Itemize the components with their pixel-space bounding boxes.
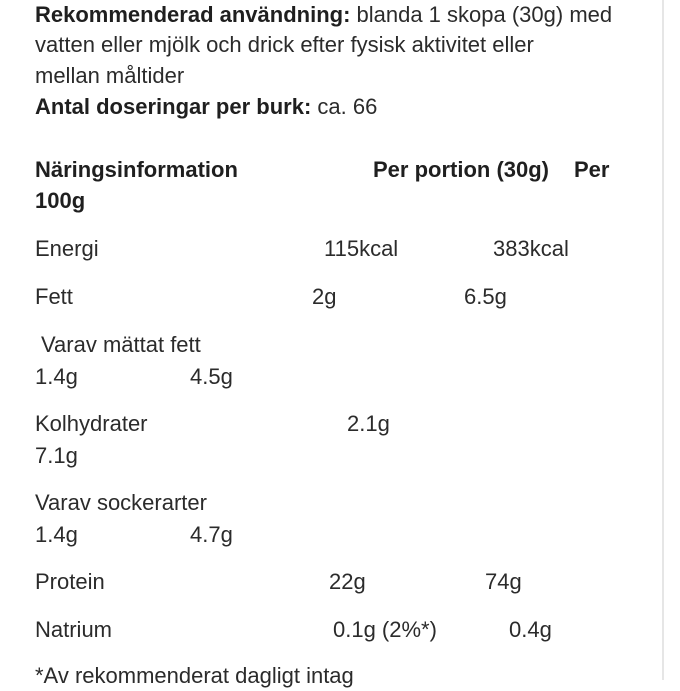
usage-line-1: [35, 0, 612, 30]
nutrient-per100-sugars: 4.7g: [190, 522, 233, 547]
usage-text-1: blanda 1 skopa (30g) med: [350, 2, 613, 27]
nutrient-portion-energy: 115kcal: [324, 236, 399, 261]
usage-label: Rekommenderad användning:: [35, 2, 351, 27]
nutrition-footnote: *Av rekommenderat dagligt intag: [35, 663, 354, 688]
nutrient-portion-sodium: 0.1g (2%*): [333, 617, 437, 642]
servings-line: [35, 92, 377, 122]
nutrient-name-sugars: Varav sockerarter: [35, 490, 207, 515]
nutrition-header-per100-unit: 100g: [35, 188, 86, 213]
nutrient-portion-sugars: 1.4g: [35, 522, 78, 547]
nutrient-portion-saturated-fat: 1.4g: [35, 364, 78, 389]
servings-value: ca. 66: [311, 94, 378, 119]
nutrient-per100-fat: 6.5g: [464, 284, 507, 309]
nutrition-header-portion: Per portion (30g): [373, 157, 550, 182]
nutrient-name-carbohydrates: Kolhydrater: [35, 411, 148, 436]
right-border-line: [662, 0, 664, 680]
nutrient-per100-sodium: 0.4g: [509, 617, 552, 642]
usage-line-2: vatten eller mjölk och drick efter fysisk aktivitet eller: [35, 32, 534, 57]
nutrient-name-fat: Fett: [35, 284, 73, 309]
nutrition-header-name: Näringsinformation: [35, 157, 238, 182]
usage-line-3: mellan måltider: [35, 63, 185, 88]
nutrient-portion-fat: 2g: [312, 284, 337, 309]
nutrient-name-sodium: Natrium: [35, 617, 113, 642]
nutrient-per100-saturated-fat: 4.5g: [190, 364, 233, 389]
nutrient-name-energy: Energi: [35, 236, 99, 261]
nutrient-per100-protein: 74g: [485, 569, 522, 594]
nutrient-name-saturated-fat: Varav mättat fett: [41, 332, 201, 357]
nutrient-per100-carbohydrates: 7.1g: [35, 443, 78, 468]
nutrition-header-per100: Per: [574, 157, 610, 182]
nutrient-portion-carbohydrates: 2.1g: [347, 411, 390, 436]
servings-label: Antal doseringar per burk:: [35, 94, 312, 119]
nutrient-name-protein: Protein: [35, 569, 105, 594]
nutrient-per100-energy: 383kcal: [493, 236, 569, 261]
nutrient-portion-protein: 22g: [329, 569, 366, 594]
